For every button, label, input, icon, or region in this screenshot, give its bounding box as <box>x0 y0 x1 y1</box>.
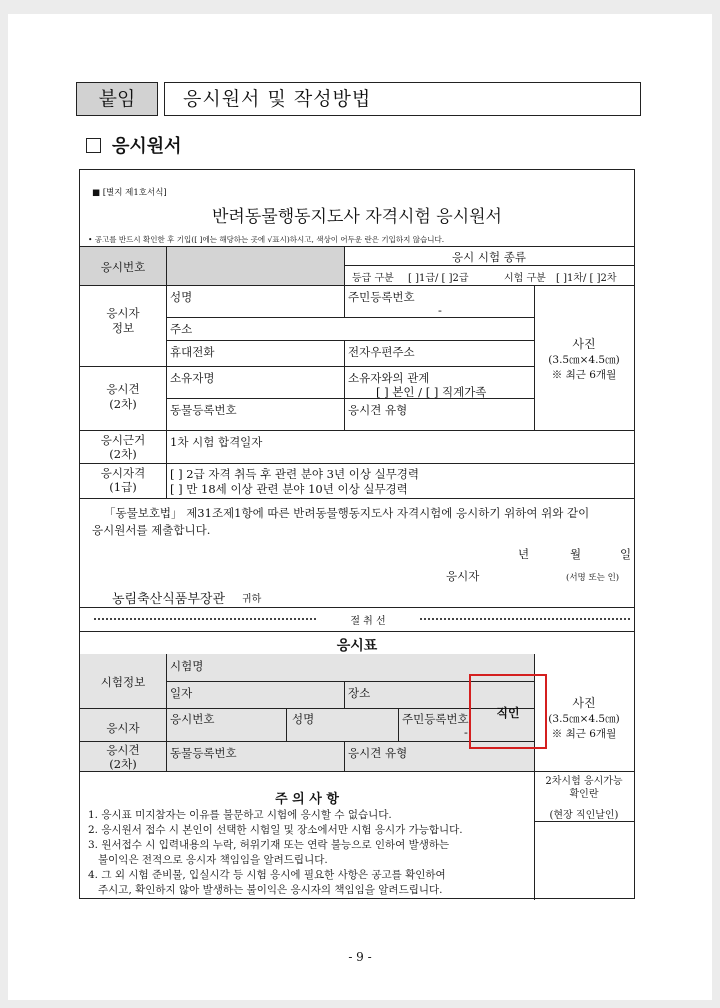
animal-reg-label: 동물등록번호 <box>170 403 237 417</box>
cut-line-left <box>94 618 316 620</box>
cut-line-label: 절 취 선 <box>350 616 386 627</box>
email-label: 전자우편주소 <box>348 345 415 359</box>
attachment-tag: 붙임 <box>76 82 158 116</box>
document-page <box>8 14 712 1000</box>
exam-type-label: 응시 시험 종류 <box>452 250 526 264</box>
note-line: 1. 응시표 미지참자는 이유를 불문하고 시험에 응시할 수 없습니다. <box>88 809 392 821</box>
qualification-option-1[interactable]: [ ] 2급 자격 취득 후 관련 분야 3년 이상 실무경력 <box>170 467 420 481</box>
round-options[interactable]: [ ]1차/ [ ]2차 <box>556 273 617 284</box>
exam-place-label: 장소 <box>348 686 371 700</box>
application-form <box>79 169 635 899</box>
photo-size: (3.5㎝×4.5㎝) <box>548 354 620 366</box>
note-line: 3. 원서접수 시 입력내용의 누락, 허위기재 또는 연락 불능으로 인하여 발생하는 <box>88 839 450 851</box>
date-month: 월 <box>570 547 582 561</box>
confirm-sub: (현장 직인날인) <box>549 810 619 821</box>
statement-line-2: 응시원서를 제출합니다. <box>92 523 211 537</box>
rrn-dash: - <box>438 303 442 317</box>
ticket-photo-note: ※ 최근 6개월 <box>551 728 617 740</box>
recipient: 농림축산식품부장관 <box>112 592 226 607</box>
relation-options[interactable]: [ ] 본인 / [ ] 직계가족 <box>376 385 487 399</box>
form-title: 반려동물행동지도사 자격시험 응시원서 <box>212 207 502 227</box>
ticket-dog-label: 응시견 (2차) <box>106 743 140 771</box>
note-line: 불이익은 전적으로 응시자 책임임을 알려드립니다. <box>88 854 328 866</box>
basis-label: 응시근거 (2차) <box>100 433 146 461</box>
ticket-title: 응시표 <box>336 638 378 654</box>
ticket-rrn-label: 주민등록번호 <box>402 712 469 726</box>
ticket-photo-title: 사진 <box>572 696 596 710</box>
phone-label: 휴대전화 <box>170 345 215 359</box>
exam-info-label: 시험정보 <box>100 675 146 689</box>
date-day: 일 <box>620 547 632 561</box>
photo-title: 사진 <box>572 337 596 351</box>
ticket-dog-type-label: 응시견 유형 <box>348 746 408 760</box>
form-number: ■ [별지 제1호서식] <box>92 188 167 198</box>
cut-line-right <box>420 618 630 620</box>
name-label: 성명 <box>170 290 193 304</box>
shade-applicant-no-value <box>166 246 344 285</box>
note-line: 2. 응시원서 접수 시 본인이 선택한 시험일 및 장소에서만 시험 응시가 가능합니다. <box>88 824 463 836</box>
statement-line-1: 「동물보호법」 제31조제1항에 따른 반려동물행동지도사 자격시험에 응시하기 위하여 위와 같이 <box>104 506 590 520</box>
date-year: 년 <box>518 547 530 561</box>
rrn-label: 주민등록번호 <box>348 290 415 304</box>
sign-note: (서명 또는 인) <box>566 573 620 583</box>
applicant-info-label: 응시자 정보 <box>106 306 140 335</box>
form-notice: • 공고를 반드시 확인한 후 기입([ ]에는 해당하는 곳에 √표시)하시고, 색상이 어두운 란은 기입하지 않습니다. <box>88 235 445 244</box>
stamp-label: 직인 <box>496 706 520 720</box>
dog-type-label: 응시견 유형 <box>348 403 408 417</box>
note-line: 4. 그 외 시험 준비물, 입실시각 등 시험 응시에 필요한 사항은 공고를 확인하여 <box>88 869 446 881</box>
recipient-suffix: 귀하 <box>242 594 262 605</box>
ticket-app-no-label: 응시번호 <box>170 712 215 726</box>
ticket-name-label: 성명 <box>292 712 315 726</box>
basis-value: 1차 시험 합격일자 <box>170 435 263 449</box>
ticket-photo-size: (3.5㎝×4.5㎝) <box>548 713 620 725</box>
official-stamp-box <box>469 674 547 749</box>
qualification-option-2[interactable]: [ ] 만 18세 이상 관련 분야 10년 이상 실무경력 <box>170 482 408 496</box>
confirm-label: 2차시험 응시가능 확인란 <box>545 776 623 800</box>
exam-name-label: 시험명 <box>170 659 204 673</box>
dog-label: 응시견 (2차) <box>106 382 140 411</box>
address-label: 주소 <box>170 322 193 336</box>
page-number: - 9 - <box>348 950 372 964</box>
qualification-label: 응시자격 (1급) <box>100 466 146 494</box>
grade-label: 등급 구분 <box>352 273 394 284</box>
attachment-title: 응시원서 및 작성방법 <box>164 82 641 116</box>
ticket-rrn-dash: - <box>464 725 468 739</box>
note-line: 주시고, 확인하지 않아 발생하는 불이익은 응시자의 책임임을 알려드립니다. <box>88 884 443 896</box>
round-label: 시험 구분 <box>504 273 546 284</box>
photo-note: ※ 최근 6개월 <box>551 369 617 381</box>
applicant-no-label: 응시번호 <box>100 260 146 274</box>
notes-title: 주 의 사 항 <box>275 792 339 807</box>
ticket-applicant-label: 응시자 <box>106 721 140 735</box>
relation-label: 소유자와의 관계 <box>348 371 430 385</box>
grade-options[interactable]: [ ]1급/ [ ]2급 <box>408 273 469 284</box>
exam-date-label: 일자 <box>170 686 193 700</box>
checkbox-icon <box>86 138 101 153</box>
section-title: 응시원서 <box>112 136 182 157</box>
signer-label: 응시자 <box>446 569 480 583</box>
ticket-animal-reg-label: 동물등록번호 <box>170 746 237 760</box>
owner-label: 소유자명 <box>170 371 215 385</box>
